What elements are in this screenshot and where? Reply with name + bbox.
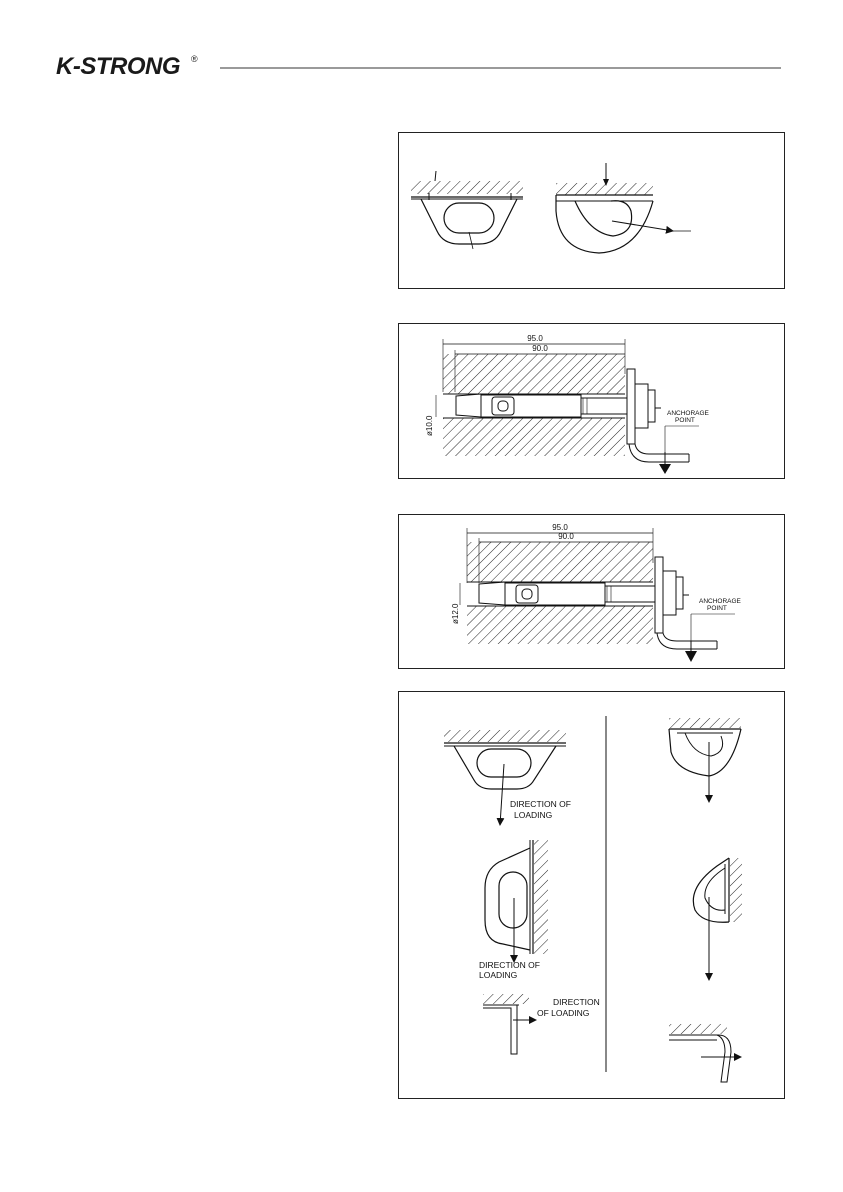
dimension-embed: 90.0 [532,344,548,353]
anchorage-label-1: ANCHORAGE [699,598,741,605]
anchorage-label-2: POINT [675,417,695,424]
dimension-embed: 90.0 [558,532,574,541]
figure-anchor-plates [398,132,785,289]
figure-direction-of-loading [398,691,785,1099]
dimension-diameter: ø10.0 [425,415,434,436]
dimension-overall: 95.0 [527,334,543,343]
dimension-overall: 95.0 [552,523,568,532]
anchorage-label-1: ANCHORAGE [667,410,709,417]
loading-label-b-2: LOADING [479,970,518,980]
logo-text: K-STRONG [56,53,180,80]
brand-logo [56,50,196,84]
registered-mark: ® [191,54,198,64]
loading-label-c-1: DIRECTION [553,997,600,1007]
header-rule [220,67,781,69]
loading-label-a-1: DIRECTION OF [510,799,571,809]
oval-anchor-plate [411,171,523,249]
loading-label-b-1: DIRECTION OF [479,960,540,970]
dimension-diameter: ø12.0 [451,603,460,624]
anchorage-label-2: POINT [707,605,727,612]
figure-anchor-bolt-m12 [398,514,785,669]
figure-anchor-bolt-m10 [398,323,785,479]
curved-anchor-plate [556,163,691,253]
loading-label-a-2: LOADING [514,810,553,820]
loading-label-c-2: OF LOADING [537,1008,590,1018]
